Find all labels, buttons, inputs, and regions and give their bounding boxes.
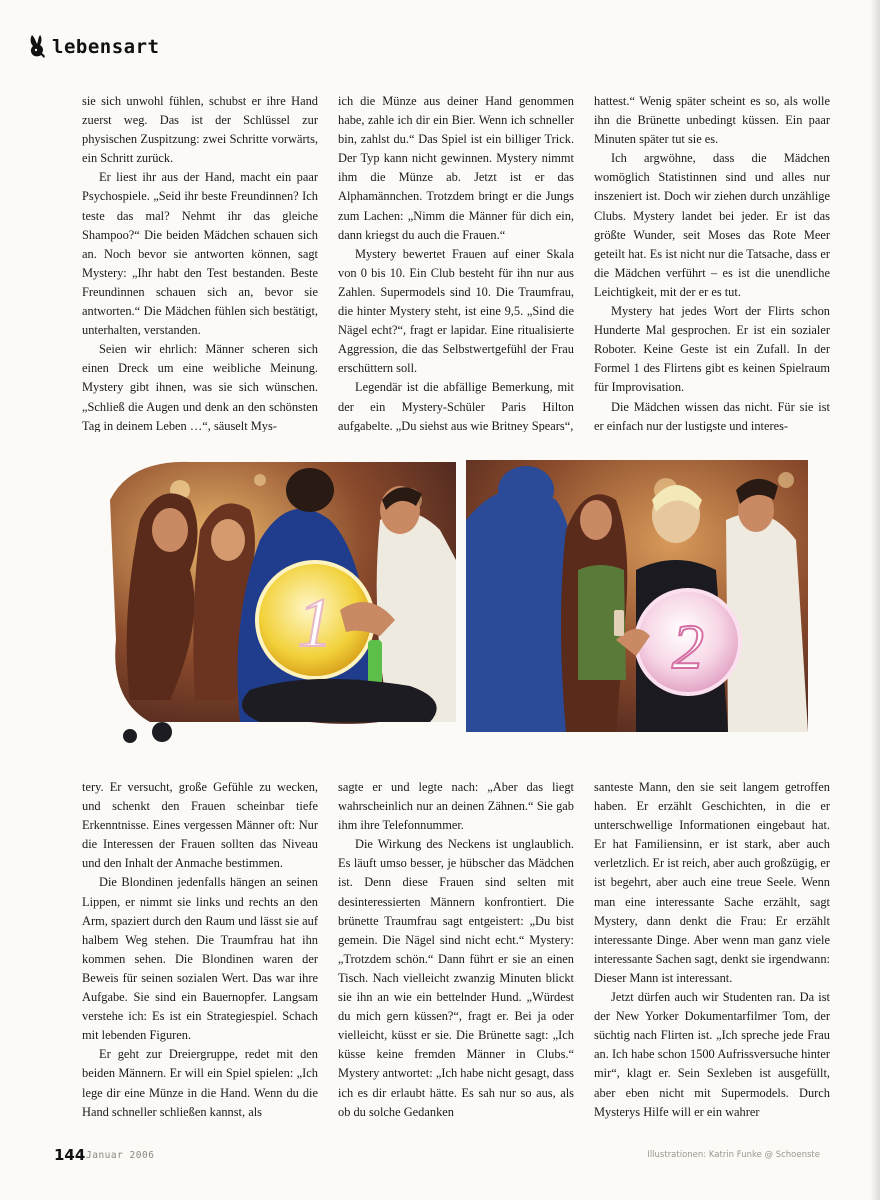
paragraph: hattest.“ Wenig später scheint es so, als wolle ihn die Brünette unbedingt küssen. Ein paar Minuten später tut sie es. bbox=[594, 94, 830, 147]
paragraph: santeste Mann, den sie seit langem getroffen haben. Er erzählt Geschichten, in die er unterschwellige Informationen eingebaut hat. Er hat Familiensinn, er ist stark, aber auch verletzlich. Er ist reich, aber auch großzügig, er ist begehrt, aber auch eine treue Seele. Wenn man eine interessante Sache erzählt, sagt Mystery, dann denkt die Frau: Er erzählt interessante Dinge. Aber wenn man ganz viele interessante Sachen sagt, denkt sie irgendwann: Dieser Mann ist interessant. bbox=[594, 780, 830, 985]
section-header bbox=[28, 34, 159, 60]
illustration-credit: Illustrationen: Katrin Funke @ Schoenste bbox=[647, 1150, 820, 1160]
bottom-column-3 bbox=[594, 778, 830, 1138]
issue-date: Januar 2006 bbox=[86, 1150, 155, 1161]
paragraph: Er liest ihr aus der Hand, macht ein paar Psychospiele. „Seid ihr beste Freundinnen? Ich teste das mal? Nehmt ihr das gleiche Shampoo?“ Die beiden Mädchen schauen sich an. Noch bevor sie antworten können, sagt Mystery: „Ihr habt den Test bestanden. Beste Freundinnen schauen sich an, bevor sie antworten.“ Die Mädchen fühlen sich bestätigt, unterhalten, verstanden. bbox=[82, 170, 318, 338]
bunny-logo-icon bbox=[28, 34, 46, 60]
top-column-3 bbox=[594, 92, 830, 432]
page-number: 144 bbox=[54, 1146, 86, 1164]
paragraph: Ich argwöhne, dass die Mädchen womöglich Statistinnen sind und alles nur inszeniert ist. Doch wir ziehen durch unzählige Clubs. Mystery landet bei jeder. Er ist das größte Wunder, seit Moses das Rote Meer geteilt hat. Es ist nicht nur die Tatsache, dass er die Mädchen verführt – es ist die unendliche Leichtigkeit, mit der er es tut. bbox=[594, 151, 830, 299]
paragraph: ich die Münze aus deiner Hand genommen habe, zahle ich dir ein Bier. Wenn ich schneller bin, zahlst du.“ Das Spiel ist ein billiger Trick. Der Typ kann nicht gewinnen. Mystery nimmt ihm die Münze ab. Jetzt ist er das Alphamännchen. Trotzdem bringt er die Jungs zum Lachen: „Nimm die Männer für dich ein, dann kriegst du auch die Frauen.“ bbox=[338, 94, 574, 242]
paragraph: Seien wir ehrlich: Männer scheren sich einen Dreck um eine weibliche Meinung. Mystery gibt ihnen, was sie sich wünschen. „Schließ die Augen und denk an den schönsten Tag in deinem Leben …“, säuselt Mys- bbox=[82, 342, 318, 432]
paragraph: Mystery bewertet Frauen auf einer Skala von 0 bis 10. Ein Club besteht für ihn nur aus Zahlen. Supermodels sind 10. Die Traumfrau, die hinter Mystery steht, ist eine 9,5. „Sind die Nägel echt?“, fragt er lapidar. Eine ritualisierte Aggression, die das Selbstwertgefühl der Frau erschüttern soll. bbox=[338, 246, 574, 376]
paragraph: tery. Er versucht, große Gefühle zu wecken, und schenkt den Frauen scheinbar tiefe Erkenntnisse. Eines vergessen Männer oft: Nur die Interessen der Frauen sollten das Niveau und den Inhalt der Anmache bestimmen. bbox=[82, 780, 318, 871]
coin-left-label: 1 bbox=[297, 585, 333, 662]
paragraph: Mystery hat jedes Wort der Flirts schon Hunderte Mal gesprochen. Er ist ein sozialer Roboter. Keine Geste ist ein Zufall. In der Formel 1 des Flirtens gibt es keinen Spielraum für Improvisation. bbox=[594, 304, 830, 395]
bottom-column-2 bbox=[338, 778, 574, 1138]
paragraph: sagte er und legte nach: „Aber das liegt wahrscheinlich nur an deinen Zähnen.“ Sie gab ihm ihre Telefonnummer. bbox=[338, 780, 574, 833]
top-column-1 bbox=[82, 92, 318, 432]
page-binding-shadow bbox=[870, 0, 880, 1200]
paragraph: Die Blondinen jedenfalls hängen an seinen Lippen, er nimmt sie links und rechts an den Arm, spaziert durch den Raum und lässt sie auf halbem Weg stehen. Die Traumfrau hat ihn kommen sehen. Die Blondinen waren der Beweis für seinen sozialen Wert. Das war ihre Aufgabe. Sie sind ein Bauernopfer. Langsam verstehe ich: Es ist ein Strategiespiel. Schach mit lebenden Figuren. bbox=[82, 875, 318, 1043]
speech-bubble-tail-dots bbox=[118, 716, 198, 756]
bottom-column-1 bbox=[82, 778, 318, 1138]
top-column-2 bbox=[338, 92, 574, 432]
paragraph: Legendär ist die abfällige Bemerkung, mit der ein Mystery-Schüler Paris Hilton aufgabelte. „Du siehst aus wie Britney Spears“, bbox=[338, 380, 574, 432]
section-title: lebensart bbox=[52, 36, 160, 58]
paragraph: Jetzt dürfen auch wir Studenten ran. Da ist der New Yorker Dokumentarfilmer Tom, der süchtig nach Flirten ist. „Ich spreche jede Frau an. Ich habe schon 1500 Aufrissversuche hinter mir“, klagt er. Sein Sexleben ist ausgefüllt, aber eben nicht mit Supermodels. Durch Mysterys Hilfe will er ein wahrer bbox=[594, 990, 830, 1119]
paragraph: Die Wirkung des Neckens ist unglaublich. Es läuft umso besser, je hübscher das Mädchen ist. Denn diese Frauen sind selten mit desinteressierten Männern konfrontiert. Die brünette Traumfrau sagt entgeistert: „Du bist gemein. Die Nägel sind nicht echt.“ Mystery: „Trotzdem schön.“ Dann führt er sie an einen Tisch. Nach vielleicht zwanzig Minuten blickt sie ihn an wie ein bettelnder Hund. „Würdest du mich gern küssen?“, fragt er. Bei ja oder vielleicht, küsst er sie. Die Brünette sagt: „Ich küsse keine fremden Männer in Clubs.“ Mystery antwortet: „Ich habe nicht gesagt, dass ich es dir erlaubt hätte. Es sah nur so aus, als ob du solche Gedanken bbox=[338, 837, 574, 1119]
paragraph: Die Mädchen wissen das nicht. Für sie ist er einfach nur der lustigste und interes- bbox=[594, 399, 830, 432]
illustration-right bbox=[466, 460, 808, 732]
illustration-left bbox=[110, 460, 456, 732]
coin-right-label: 2 bbox=[672, 611, 704, 682]
paragraph: Er geht zur Dreiergruppe, redet mit den beiden Männern. Er will ein Spiel spielen: „Ich lege dir eine Münze in die Hand. Wenn du die Hand schneller schließen kannst, als bbox=[82, 1047, 318, 1119]
paragraph: sie sich unwohl fühlen, schubst er ihre Hand zuerst weg. Das ist der Schlüssel zur physischen Zuspitzung: zwei Schritte vorwärts, ein Schritt zurück. bbox=[82, 94, 318, 166]
